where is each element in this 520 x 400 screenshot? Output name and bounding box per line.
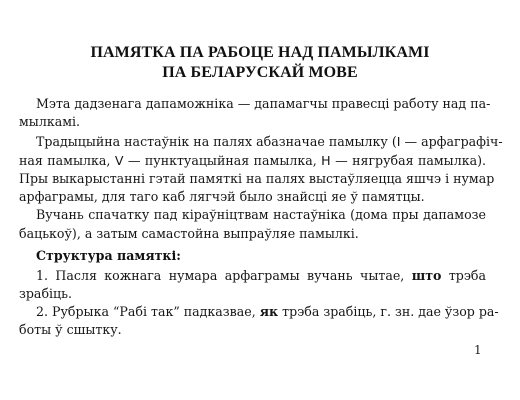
structure-item-text: трэба зрабіць, г. зн. дае ўзор ра- — [278, 304, 499, 319]
paragraph-1-line-1: Мэта дадзенага дапаможніка — дапамагчы правесці работу над па- — [36, 96, 491, 111]
paragraph-3-line-2: бацькоў), а затым самастойна выпраўляе памылкі. — [19, 226, 359, 241]
structure-heading: Структура памяткі: — [36, 248, 181, 263]
paragraph-2-text: — пунктуацыйная памылка, — [123, 153, 322, 168]
emphasis-what: што — [411, 268, 442, 283]
paragraph-2-text: — арфаграфіч- — [400, 134, 503, 149]
page-title-line-1: ПАМЯТКА ПА РАБОЦЕ НАД ПАМЫЛКАМІ — [90, 44, 430, 61]
paragraph-2-text: ная памылка, — [19, 153, 115, 168]
emphasis-how: як — [259, 304, 279, 319]
punctuation-error-mark: V — [114, 153, 124, 168]
structure-item-text: трэба — [441, 268, 486, 283]
structure-item-text: 1. Пасля кожнага нумара арфаграмы вучань чытае, — [36, 268, 412, 283]
paragraph-2-line-3: Пры выкарыстанні гэтай памяткі на палях выстаўляецца яшчэ і нумар — [19, 171, 495, 186]
page-title-line-2: ПА БЕЛАРУСКАЙ МОВЕ — [162, 64, 358, 81]
spelling-error-mark: I — [396, 134, 401, 149]
structure-item-2-line-2: боты ў сшытку. — [19, 322, 122, 337]
structure-item-1-line-2: зрабіць. — [19, 286, 73, 301]
page-number: 1 — [474, 343, 482, 357]
structure-item-text: 2. Рубрыка “Рабі так” падказвае, — [36, 304, 260, 319]
paragraph-2-text: — нягрубая памылка). — [330, 153, 486, 168]
paragraph-2-text: Традыцыйна настаўнік на палях абазначае памылку ( — [36, 134, 397, 149]
paragraph-2-line-4: арфаграмы, для таго каб лягчэй было знайсці яе ў памятцы. — [19, 189, 425, 204]
paragraph-2-line-1 — [36, 134, 503, 150]
paragraph-1-line-2: мылкамі. — [19, 114, 81, 129]
structure-item-2-line-1 — [36, 304, 499, 320]
structure-item-1-line-1 — [36, 268, 486, 284]
paragraph-2-line-2 — [19, 153, 486, 169]
paragraph-3-line-1: Вучань спачатку пад кіраўніцтвам настаўніка (дома пры дапамозе — [36, 207, 486, 222]
minor-error-mark: Н — [321, 153, 331, 168]
